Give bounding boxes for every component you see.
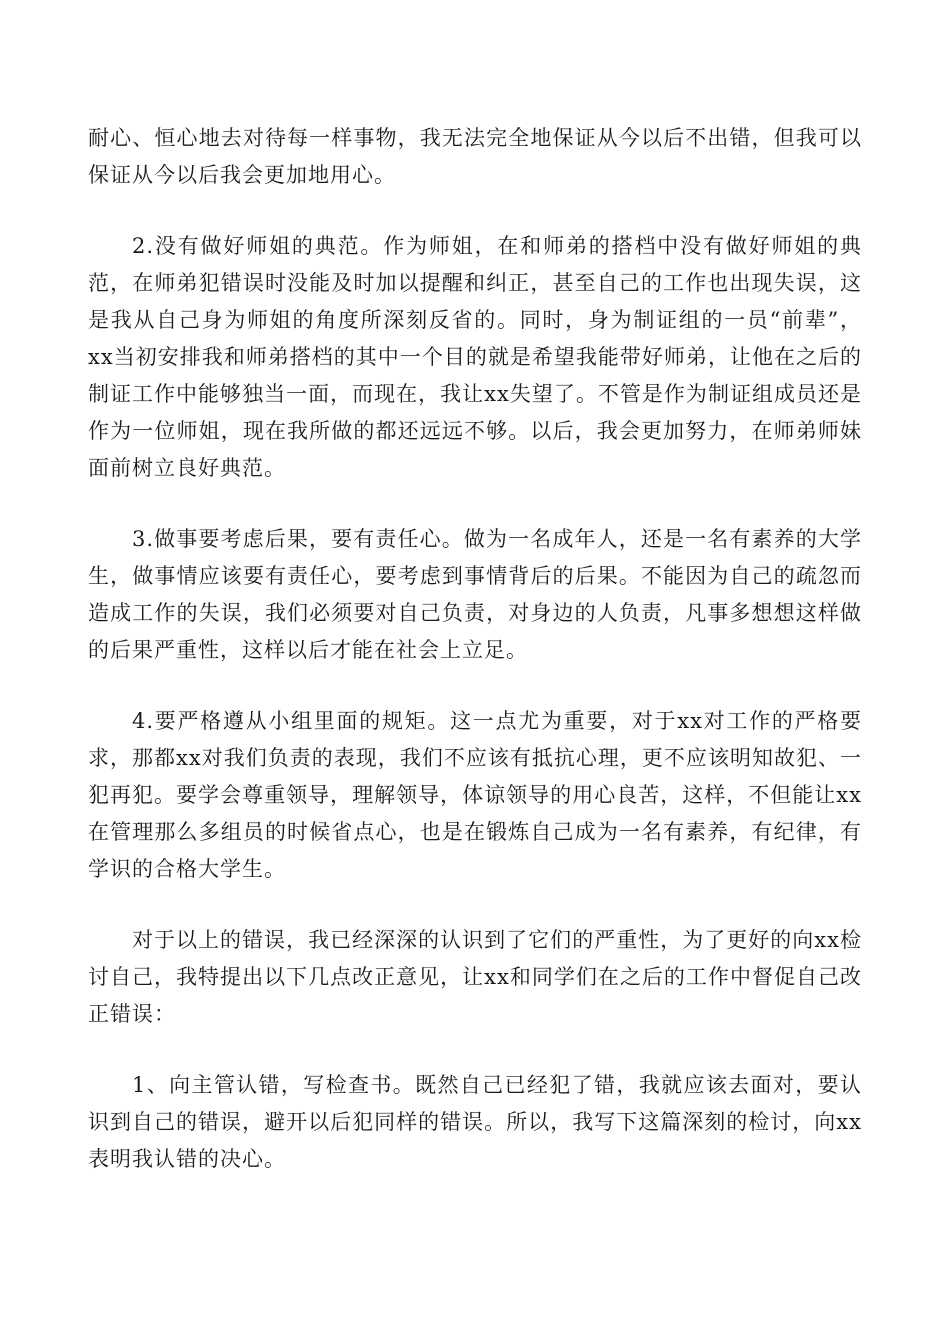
paragraph-continuation: 耐心、恒心地去对待每一样事物，我无法完全地保证从今以后不出错，但我可以保证从今以后我会更加地用心。 <box>88 126 862 187</box>
document-body <box>88 120 862 1178</box>
paragraph-point-4: 4.要严格遵从小组里面的规矩。这一点尤为重要，对于xx对工作的严格要求，那都xx对我们负责的表现，我们不应该有抵抗心理，更不应该明知故犯、一犯再犯。要学会尊重领导，理解领导，体谅领导的用心良苦，这样，不但能让xx在管理那么多组员的时候省点心，也是在锻炼自己成为一名有素养，有纪律，有学识的合格大学生。 <box>88 709 862 881</box>
paragraph-point-2: 2.没有做好师姐的典范。作为师姐，在和师弟的搭档中没有做好师姐的典范，在师弟犯错误时没能及时加以提醒和纠正，甚至自己的工作也出现失误，这是我从自己身为师姐的角度所深刻反省的。同时，身为制证组的一员“前辈”，xx当初安排我和师弟搭档的其中一个目的就是希望我能带好师弟，让他在之后的制证工作中能够独当一面，而现在，我让xx失望了。不管是作为制证组成员还是作为一位师姐，现在我所做的都还远远不够。以后，我会更加努力，在师弟师妹面前树立良好典范。 <box>88 234 862 480</box>
paragraph-correction-1: 1、向主管认错，写检查书。既然自己已经犯了错，我就应该去面对，要认识到自己的错误，避开以后犯同样的错误。所以，我写下这篇深刻的检讨，向xx表明我认错的决心。 <box>88 1073 862 1171</box>
paragraph-point-3: 3.做事要考虑后果，要有责任心。做为一名成年人，还是一名有素养的大学生，做事情应该要有责任心，要考虑到事情背后的后果。不能因为自己的疏忽而造成工作的失误，我们必须要对自己负责，对身边的人负责，凡事多想想这样做的后果严重性，这样以后才能在社会上立足。 <box>88 527 862 662</box>
paragraph-summary: 对于以上的错误，我已经深深的认识到了它们的严重性，为了更好的向xx检讨自己，我特提出以下几点改正意见，让xx和同学们在之后的工作中督促自己改正错误： <box>88 928 862 1026</box>
